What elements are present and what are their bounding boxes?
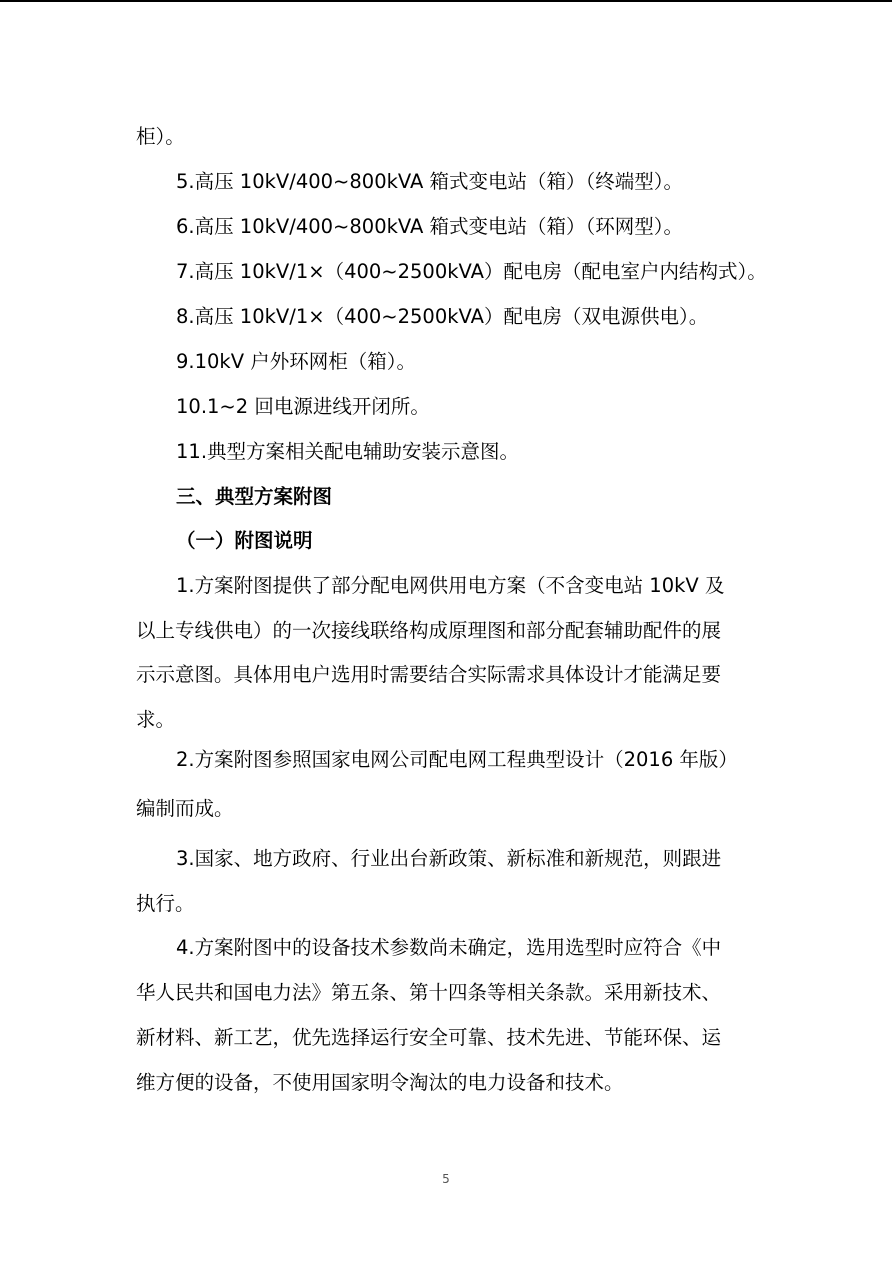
- list-item-8: 8.高压 10kV/1×（400~2500kVA）配电房（双电源供电）。: [176, 305, 709, 328]
- paragraph-2-line-2: 编制而成。: [136, 797, 234, 820]
- paragraph-4-line-1: 4.方案附图中的设备技术参数尚未确定，选用选型时应符合《中: [176, 936, 722, 959]
- paragraph-1-line-1: 1.方案附图提供了部分配电网供用电方案（不含变电站 10kV 及: [176, 574, 725, 597]
- list-item-7: 7.高压 10kV/1×（400~2500kVA）配电房（配电室户内结构式）。: [176, 260, 767, 283]
- list-item-10: 10.1~2 回电源进线开闭所。: [176, 395, 430, 418]
- list-item-11: 11.典型方案相关配电辅助安装示意图。: [176, 440, 520, 463]
- list-item-6: 6.高压 10kV/400~800kVA 箱式变电站（箱）（环网型）。: [176, 215, 684, 238]
- subsection-heading: （一）附图说明: [176, 529, 313, 552]
- paragraph-4-line-2: 华人民共和国电力法》第五条、第十四条等相关条款。采用新技术、: [136, 981, 722, 1004]
- paragraph-1-line-3: 示示意图。具体用电户选用时需要结合实际需求具体设计才能满足要: [136, 663, 722, 686]
- list-item-5: 5.高压 10kV/400~800kVA 箱式变电站（箱）（终端型）。: [176, 170, 684, 193]
- top-border-line: [0, 0, 892, 2]
- text-line-continuation: 柜）。: [136, 125, 185, 148]
- paragraph-1-line-4: 求。: [136, 708, 176, 731]
- list-item-9: 9.10kV 户外环网柜（箱）。: [176, 350, 416, 373]
- paragraph-4-line-4: 维方便的设备，不使用国家明令淘汰的电力设备和技术。: [136, 1071, 624, 1094]
- paragraph-3-line-2: 执行。: [136, 892, 195, 915]
- section-heading: 三、典型方案附图: [176, 485, 333, 508]
- paragraph-3-line-1: 3.国家、地方政府、行业出台新政策、新标准和新规范，则跟进: [176, 847, 722, 870]
- page-number: 5: [442, 1172, 450, 1186]
- paragraph-4-line-3: 新材料、新工艺，优先选择运行安全可靠、技术先进、节能环保、运: [136, 1026, 722, 1049]
- paragraph-2-line-1: 2.方案附图参照国家电网公司配电网工程典型设计（2016 年版）: [176, 748, 738, 771]
- paragraph-1-line-2: 以上专线供电）的一次接线联络构成原理图和部分配套辅助配件的展: [136, 619, 722, 642]
